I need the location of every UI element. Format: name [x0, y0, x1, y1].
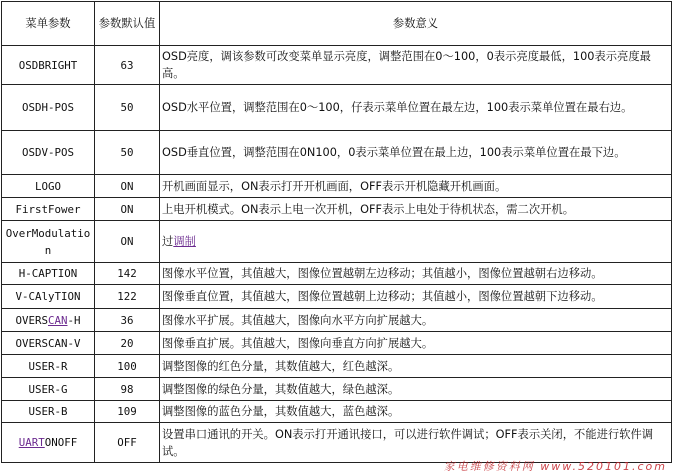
param-default: 20	[95, 332, 160, 355]
param-name: OVERSCAN-V	[2, 332, 95, 355]
table-row	[2, 263, 672, 285]
meaning-prefix: 过	[162, 235, 174, 248]
table-row	[2, 175, 672, 198]
param-meaning: 图像垂直扩展。其值越大，图像向垂直方向扩展越大。	[160, 332, 672, 355]
param-name-prefix: OVERS	[15, 313, 48, 327]
param-default: 50	[95, 131, 160, 175]
header-menu-parameter: 菜单参数	[2, 2, 95, 46]
param-default: ON	[95, 221, 160, 263]
param-meaning: 调整图像的绿色分量，其数值越大，绿色越深。	[160, 378, 672, 401]
param-meaning: OSD垂直位置，调整范围在0N100，0表示菜单位置在最上边，100表示菜单位置在最下边。	[160, 131, 672, 175]
param-meaning: 设置串口通讯的开关。ON表示打开通讯接口，可以进行软件调试；OFF表示关闭，不能进行软件调试。	[160, 423, 672, 463]
param-default: 142	[95, 263, 160, 285]
table-row	[2, 131, 672, 175]
param-default: 63	[95, 46, 160, 85]
param-name: H-CAPTION	[2, 263, 95, 285]
param-name	[2, 423, 95, 463]
param-meaning: OSD亮度，调该参数可改变菜单显示亮度，调整范围在0～100，0表示亮度最低，100表示亮度最高。	[160, 46, 672, 85]
param-name: USER-R	[2, 355, 95, 378]
param-default: 122	[95, 285, 160, 309]
param-name: OSDV-POS	[2, 131, 95, 175]
param-default: 50	[95, 85, 160, 131]
table-header-row	[2, 2, 672, 46]
header-meaning: 参数意义	[160, 2, 672, 46]
scan-link[interactable]: CAN	[47, 313, 68, 327]
param-name: OSDBRIGHT	[2, 46, 95, 85]
param-name: USER-G	[2, 378, 95, 401]
header-default-value: 参数默认值	[95, 2, 160, 46]
table-row	[2, 378, 672, 401]
param-meaning: 调整图像的蓝色分量，其数值越大，蓝色越深。	[160, 401, 672, 423]
param-meaning: OSD水平位置，调整范围在0～100，仔表示菜单位置在最左边，100表示菜单位置在最右边。	[160, 85, 672, 131]
param-default: ON	[95, 198, 160, 221]
param-meaning: 调整图像的红色分量，其数值越大，红色越深。	[160, 355, 672, 378]
param-name: OSDH-POS	[2, 85, 95, 131]
param-name	[2, 309, 95, 332]
param-name: USER-B	[2, 401, 95, 423]
table-row	[2, 309, 672, 332]
param-default: 36	[95, 309, 160, 332]
table-row	[2, 401, 672, 423]
param-default: 109	[95, 401, 160, 423]
param-default: 100	[95, 355, 160, 378]
table-row	[2, 423, 672, 463]
param-default: 98	[95, 378, 160, 401]
uart-link[interactable]: UART	[18, 436, 45, 449]
param-name: OverModulation	[2, 221, 95, 263]
param-meaning: 图像水平位置，其值越大，图像位置越朝左边移动；其值越小，图像位置越朝右边移动。	[160, 263, 672, 285]
param-name: LOGO	[2, 175, 95, 198]
param-meaning: 图像垂直位置，其值越大，图像位置越朝上边移动；其值越小，图像位置越朝下边移动。	[160, 285, 672, 309]
param-name: V-CAlyTION	[2, 285, 95, 309]
table-row	[2, 332, 672, 355]
param-name: FirstFower	[2, 198, 95, 221]
table-row	[2, 198, 672, 221]
param-meaning	[160, 221, 672, 263]
param-meaning: 上电开机模式。ON表示上电一次开机，OFF表示上电处于待机状态，需二次开机。	[160, 198, 672, 221]
param-name-suffix: -H	[67, 313, 81, 327]
table-row	[2, 85, 672, 131]
param-meaning: 图像水平扩展。其值越大，图像向水平方向扩展越大。	[160, 309, 672, 332]
table-row	[2, 355, 672, 378]
param-default: OFF	[95, 423, 160, 463]
menu-parameter-table	[1, 1, 672, 463]
watermark: 家电维修资料网 www.520101.com	[443, 460, 667, 473]
param-name-suffix: ONOFF	[44, 436, 78, 449]
table-row	[2, 221, 672, 263]
modulation-link[interactable]: 调制	[173, 235, 196, 248]
table-row	[2, 46, 672, 85]
param-default: ON	[95, 175, 160, 198]
param-meaning: 开机画面显示，ON表示打开开机画面，OFF表示开机隐藏开机画面。	[160, 175, 672, 198]
table-row	[2, 285, 672, 309]
